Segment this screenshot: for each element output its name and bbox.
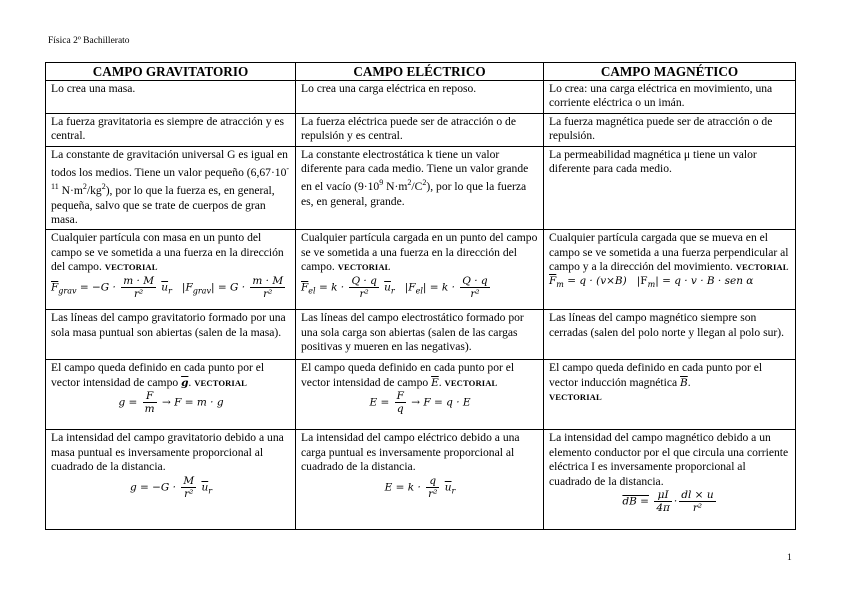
fraction: [349, 275, 378, 300]
formula-elec-force: [301, 275, 539, 300]
fraction: [426, 475, 439, 500]
text: La intensidad del campo magnético debido a un elemento conductor por el que circula una corriente eléctrica I es inversamente proporcional al cuadrado de la distancia.: [549, 431, 789, 488]
formula-elec-intensity: [301, 475, 539, 500]
vectorial-tag: VECTORIAL: [444, 377, 498, 388]
cell-field-def-grav: El campo queda definido en cada punto por el vector intensidad de campo $\overline{g}$. VECTORIAL g = $\frac{F}{m}$ → F = m · g: [46, 360, 296, 430]
fraction-denominator: r²: [359, 287, 369, 300]
superscript: 2: [407, 178, 412, 188]
fraction-numerator: M: [183, 474, 195, 487]
formula-subscript: r: [451, 486, 456, 496]
formula-symbol: $\overline{B}$: [680, 376, 688, 389]
formula-subscript: r: [208, 486, 213, 496]
comparison-table: [45, 62, 796, 530]
cell-source-grav: Lo crea una masa.: [46, 81, 296, 114]
fraction: [143, 390, 157, 415]
table-header-row: [46, 63, 796, 81]
header-gravitational: CAMPO GRAVITATORIO: [46, 63, 296, 81]
fraction-numerator: F: [143, 390, 157, 403]
fraction-denominator: r²: [428, 487, 438, 500]
text: N·m: [383, 180, 408, 194]
unit-vector: $\overline{u}$: [444, 481, 452, 494]
formula-grav-field: [51, 390, 291, 415]
formula-text: E = k ·: [384, 481, 421, 494]
table-row: [46, 113, 796, 146]
text: El campo queda definido en cada punto por el vector intensidad de campo: [301, 361, 515, 389]
cell-vector-force-grav: [46, 230, 296, 310]
formula-text: = k ·: [318, 281, 345, 294]
table-row: [46, 310, 796, 360]
text: /C: [411, 180, 423, 194]
cell-constant-grav: [46, 146, 296, 230]
formula-text: dB =: [622, 495, 649, 508]
fraction-numerator: Q · q: [462, 274, 488, 287]
fraction-numerator: μI: [654, 489, 672, 502]
fraction-denominator: r²: [692, 502, 703, 514]
text: Cualquier partícula cargada que se mueva en el campo se ve sometida a una fuerza perpendicular al campo y a la dirección del movimiento.: [549, 231, 789, 274]
fraction-denominator: q: [396, 403, 404, 416]
fraction-denominator: 4π: [656, 502, 670, 514]
text: La intensidad del campo eléctrico debido a una carga puntual es inversamente proporcional al cuadrado de la distancia.: [301, 431, 520, 474]
fraction-numerator: Q · q: [351, 274, 377, 287]
formula-subscript: r: [390, 286, 395, 296]
fraction-denominator: r²: [184, 487, 194, 500]
vectorial-tag: VECTORIAL: [194, 377, 248, 388]
text: El campo queda definido en cada punto por el vector inducción magnética: [549, 361, 763, 389]
cell-force-elec: La fuerza eléctrica puede ser de atracción o de repulsión y es central.: [296, 113, 544, 146]
cell-field-lines-elec: Las líneas del campo electrostático formado por una sola carga son abiertas (salen de las cargas positivas y mueren en las negativas).: [296, 310, 544, 360]
text: Cualquier partícula con masa en un punto del campo se ve sometida a una fuerza en la dirección del campo.: [51, 231, 284, 274]
cell-force-mag: La fuerza magnética puede ser de atracción o de repulsión.: [544, 113, 796, 146]
formula-text: ·: [673, 495, 678, 508]
table-row: [46, 81, 796, 114]
table-row: [46, 360, 796, 430]
formula-text: = q · (v×B): [567, 274, 627, 287]
formula-text: → F = q · E: [411, 396, 471, 409]
text: ), por lo que la fuerza es, en general, grande.: [301, 180, 527, 208]
formula-text: g =: [118, 396, 138, 409]
fraction-numerator: dl × u: [681, 489, 714, 501]
fraction-denominator: r²: [470, 287, 480, 300]
formula-symbol: |F: [181, 281, 193, 294]
formula-symbol: $\overline{F}$: [51, 281, 59, 294]
cell-source-mag: Lo crea: una carga eléctrica en movimiento, una corriente eléctrica o un imán.: [544, 81, 796, 114]
page-number: 1: [787, 553, 792, 563]
cell-intensity-elec: [296, 430, 544, 530]
formula-subscript: grav: [58, 286, 77, 296]
vectorial-tag: VECTORIAL: [104, 262, 158, 273]
formula-text: → F = m · g: [161, 396, 224, 409]
cell-field-lines-grav: Las líneas del campo gravitatorio formado por una sola masa puntual son abiertas (salen de la masa).: [46, 310, 296, 360]
cell-field-def-elec: El campo queda definido en cada punto por el vector intensidad de campo $\overline{E}$. VECTORIAL E = $\frac{F}{q}$ → F = q · E: [296, 360, 544, 430]
formula-grav-intensity: [51, 475, 291, 500]
page-header: Física 2º Bachillerato: [48, 36, 130, 46]
text: Cualquier partícula cargada en un punto del campo se ve sometida a una fuerza en la dirección del campo.: [301, 231, 538, 274]
fraction: [395, 390, 406, 415]
superscript: 2: [82, 182, 87, 192]
formula-subscript: el: [308, 286, 316, 296]
formula-symbol: $\overline{g}$: [181, 376, 189, 389]
formula-symbol: $\overline{E}$: [431, 376, 439, 389]
table-row: [46, 430, 796, 530]
text: La constante electrostática k tiene un valor diferente para cada medio. Tiene un valor grande en el vacío (9·10: [301, 147, 529, 194]
superscript: 2: [422, 178, 427, 188]
superscript: 2: [101, 182, 106, 192]
table-row: [46, 230, 796, 310]
text: La intensidad del campo gravitatorio debido a una masa puntual es inversamente proporcional al cuadrado de la distancia.: [51, 431, 284, 474]
fraction-denominator: m: [144, 403, 155, 416]
vectorial-tag: VECTORIAL: [735, 262, 789, 273]
fraction: [679, 489, 715, 514]
formula-symbol: |F: [404, 281, 416, 294]
unit-vector: $\overline{u}$: [384, 281, 391, 294]
vectorial-tag: VECTORIAL: [549, 392, 602, 403]
header-magnetic: CAMPO MAGNÉTICO: [544, 63, 796, 81]
cell-constant-mag: La permeabilidad magnética μ tiene un valor diferente para cada medio.: [544, 146, 796, 230]
formula-text: E =: [369, 396, 390, 409]
fraction: [460, 275, 489, 300]
formula-text: | = G ·: [210, 281, 246, 294]
cell-constant-elec: [296, 146, 544, 230]
table-row: [46, 146, 796, 230]
cell-field-def-mag: El campo queda definido en cada punto por el vector inducción magnética $\overline{B}$. VECTORIAL: [544, 360, 796, 430]
cell-intensity-grav: [46, 430, 296, 530]
formula-symbol: $\overline{F}$: [549, 274, 557, 287]
cell-force-grav: La fuerza gravitatoria es siempre de atracción y es central.: [46, 113, 296, 146]
vectorial-tag: VECTORIAL: [337, 262, 391, 273]
formula-subscript: el: [415, 286, 423, 296]
formula-text: g = −G ·: [129, 481, 176, 494]
header-electric: CAMPO ELÉCTRICO: [296, 63, 544, 81]
cell-source-elec: Lo crea una carga eléctrica en reposo.: [296, 81, 544, 114]
cell-vector-force-mag: [544, 230, 796, 310]
fraction: [181, 475, 196, 500]
formula-elec-field: [301, 390, 539, 415]
fraction: [654, 489, 672, 514]
text: La constante de gravitación universal G es igual en todos los medios. Tiene un valor pequeño (6,67·10: [51, 147, 288, 179]
fraction: [250, 275, 285, 300]
formula-subscript: m: [556, 279, 564, 289]
superscript: -11: [51, 164, 290, 192]
formula-text: | = k ·: [422, 281, 455, 294]
fraction-numerator: m · M: [123, 274, 154, 287]
formula-biot-savart: [549, 489, 791, 514]
unit-vector: $\overline{u}$: [201, 481, 209, 494]
text: ), por lo que la fuerza es, en general, pequeña, salvo que se trate de cuerpos de gran masa.: [51, 184, 275, 226]
text: El campo queda definido en cada punto por el vector intensidad de campo: [51, 361, 265, 389]
fraction-numerator: m · M: [252, 274, 284, 287]
cell-field-lines-mag: Las líneas del campo magnético siempre son cerradas (salen del polo norte y llegan al polo sur).: [544, 310, 796, 360]
fraction-numerator: F: [396, 390, 404, 403]
cell-vector-force-elec: [296, 230, 544, 310]
formula-subscript: r: [168, 286, 172, 296]
formula-text: = −G ·: [79, 281, 116, 294]
formula-symbol: $\overline{F}$: [301, 281, 309, 294]
formula-mag-force: [549, 275, 791, 291]
formula-subscript: m: [647, 279, 656, 289]
formula-subscript: grav: [192, 286, 211, 296]
fraction-denominator: r²: [263, 287, 273, 300]
cell-intensity-mag: [544, 430, 796, 530]
formula-text: | = q · v · B · sen α: [655, 274, 754, 287]
fraction-numerator: q: [426, 475, 439, 488]
formula-symbol: |F: [636, 274, 648, 287]
unit-vector: $\overline{u}$: [161, 281, 169, 294]
fraction-denominator: r²: [133, 287, 144, 300]
superscript: 9: [379, 178, 384, 188]
text: N·m: [58, 184, 83, 198]
text: /kg: [86, 184, 102, 198]
fraction: [121, 275, 156, 300]
formula-grav-force: [51, 275, 291, 300]
